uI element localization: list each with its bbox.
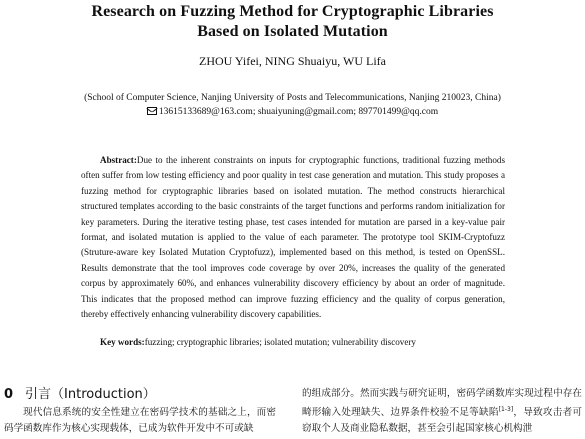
envelope-icon bbox=[147, 107, 157, 115]
citation-marker: [1-3] bbox=[498, 406, 514, 413]
right-column-text-before-citation: 的组成部分。然而实践与研究证明，密码学函数库实现过程中存在畸形输入处理缺失、边界条件校验不足等缺陷 bbox=[302, 388, 582, 418]
body-column-left bbox=[4, 405, 276, 437]
body-column-right bbox=[302, 386, 582, 437]
affiliation: (School of Computer Science, Nanjing University of Posts and Telecommunications, Nanjing 210023, China) bbox=[84, 93, 501, 103]
paper-title-line-1: Research on Fuzzing Method for Cryptographic Libraries bbox=[91, 3, 494, 20]
author-list: ZHOU Yifei, NING Shuaiyu, WU Lifa bbox=[199, 54, 386, 68]
keywords-block bbox=[81, 335, 505, 349]
abstract-label: Abstract: bbox=[100, 155, 137, 165]
abstract-text: Due to the inherent constraints on inputs for cryptographic functions, traditional fuzzing methods often suffer from low testing efficiency and poor quality in test case generation and mutation. This study proposes a fuzzing method for cryptographic libraries based on isolated mutation. The method constructs hierarchical structured templates according to the basic constraints of the target functions and performs random initialization for key parameters. During the iterative testing phase, test cases intended for mutation are parsed in a key-value pair format, and isolated mutation is applied to the value of each parameter. The prototype tool SKIM-Cryptofuzz (Struture-aware key Isolated Mutation Cryptofuzz), implemented based on this method, is tested on OpenSSL. Results demonstrate that the tool improves code coverage by over 20%, increases the quality of the generated corpus by approximately 60%, and enhances vulnerability discovery efficiency by about an order of magnitude. This indicates that the proposed method can improve fuzzing efficiency and the quality of corpus generation, thereby effectively enhancing vulnerability discovery capabilities. bbox=[81, 155, 505, 320]
left-column-text: 现代信息系统的安全性建立在密码学技术的基础之上，而密码学函数库作为核心实现载体，已成为软件开发中不可或缺 bbox=[4, 407, 276, 434]
paper-title-line-2: Based on Isolated Mutation bbox=[197, 23, 388, 40]
author-emails: 13615133689@163.com; shuaiyuning@gmail.com; 897701499@qq.com bbox=[158, 107, 439, 117]
section-heading bbox=[4, 386, 156, 404]
keywords-text: fuzzing; cryptographic libraries; isolated mutation; vulnerability discovery bbox=[144, 337, 416, 347]
section-number: 0 bbox=[4, 387, 14, 402]
abstract-block bbox=[81, 153, 505, 322]
right-column-text-after-citation: ，导致攻击者可窃取个人及商业隐私数据，甚至会引起国家核心机构泄 bbox=[302, 407, 583, 434]
section-title: 引言（Introduction） bbox=[25, 387, 156, 402]
keywords-label: Key words: bbox=[100, 337, 145, 347]
email-line bbox=[0, 105, 585, 119]
